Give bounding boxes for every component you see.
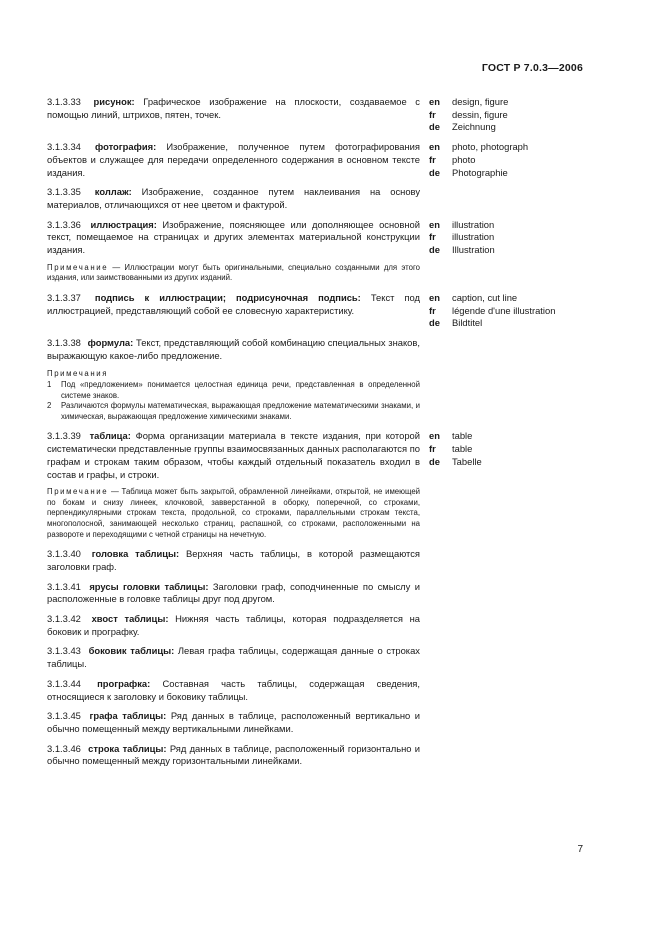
note-item-text: Различаются формулы математическая, выражающая предложение математическими знаками, и химическая, выражающая предложение химическими знаками. [61, 401, 420, 421]
note-item [47, 380, 420, 401]
note-label: Примечание [47, 487, 109, 497]
lang-code: en [429, 218, 440, 230]
note-item [47, 401, 420, 422]
term-entry [47, 743, 587, 768]
term-entry [47, 678, 587, 703]
equivalent-term: design, figure [452, 96, 509, 107]
equivalent-term: dessin, figure [452, 108, 508, 120]
term-name: таблица: [89, 430, 131, 442]
term-number: 3.1.3.43 [47, 645, 81, 657]
note-item-text: Под «предложением» понимается целостная единица речи, представленная в определенной системе знаков. [61, 380, 420, 400]
note-text: — Иллюстрации могут быть оригинальными, специально созданными для этого издания, или заимствованными из других изданий. [47, 262, 420, 283]
note-formula [47, 369, 420, 422]
term-entry [47, 292, 587, 330]
equivalent-term: Photographie [452, 166, 508, 178]
equivalent-term: table [452, 443, 473, 455]
term-number: 3.1.3.42 [47, 613, 81, 624]
equivalent-term: Tabelle [452, 455, 482, 467]
equivalent-term: Bildtitel [452, 317, 483, 329]
term-number: 3.1.3.34 [47, 141, 81, 153]
term-entry [47, 337, 587, 362]
term-entry [47, 96, 587, 134]
equivalent-term: Zeichnung [452, 121, 496, 133]
term-definition: Графическое изображение на плоскости, создаваемое с помощью линий, штрихов, пятен, точек. [47, 96, 420, 120]
lang-code: de [429, 317, 440, 329]
equivalent-term: photo [452, 153, 476, 165]
term-name: графа таблицы: [89, 710, 167, 722]
term-number: 3.1.3.33 [47, 96, 81, 107]
term-entry [47, 581, 587, 606]
term-number: 3.1.3.40 [47, 548, 81, 560]
term-entry [47, 141, 587, 179]
lang-code: en [429, 141, 440, 153]
equivalent-term: table [452, 430, 473, 442]
document-header: ГОСТ Р 7.0.3—2006 [481, 62, 583, 74]
term-name: фотография: [95, 141, 157, 153]
notes-label: Примечания [47, 369, 109, 379]
equivalent-term: illustration [452, 231, 495, 243]
equivalent-term: illustration [452, 218, 495, 230]
term-entry [47, 430, 587, 481]
term-name: хвост таблицы: [91, 613, 169, 624]
lang-code: fr [429, 443, 436, 455]
term-definition: Верхняя часть таблицы, в которой размещаются заголовки граф. [47, 548, 420, 572]
term-definition: Текст под иллюстрацией, представляющий собой ее словесную характеристику. [47, 291, 420, 316]
lang-code: en [429, 291, 440, 303]
term-entry [47, 548, 587, 573]
equivalents [429, 96, 579, 134]
lang-code: en [429, 430, 440, 442]
term-number: 3.1.3.37 [47, 291, 81, 303]
lang-code: fr [429, 108, 436, 120]
term-definition: Левая графа таблицы, содержащая данные о строках таблицы. [47, 645, 420, 670]
note-illustration [47, 263, 420, 284]
term-name: коллаж: [94, 186, 132, 198]
term-number: 3.1.3.38 [47, 337, 81, 349]
equivalents [429, 430, 579, 481]
term-entry [47, 186, 587, 211]
lang-code: de [429, 121, 440, 133]
term-number: 3.1.3.39 [47, 430, 81, 442]
term-entry [47, 613, 587, 638]
lang-code: fr [429, 153, 436, 165]
equivalent-term: légende d'une illustration [452, 304, 556, 316]
term-number: 3.1.3.44 [47, 677, 81, 689]
term-number: 3.1.3.35 [47, 186, 81, 198]
term-name: головка таблицы: [91, 548, 180, 560]
equivalent-term: Illustration [452, 244, 495, 256]
lang-code: de [429, 166, 440, 178]
lang-code: en [429, 96, 440, 107]
term-name: иллюстрация: [90, 218, 157, 230]
term-definition: Форма организации материала в тексте издания, при которой систематически представленные группы взаимосвязанных данных располагаются по графам и строкам таким образом, чтобы каждый отдельный показатель входил в состав и графы, и строки. [47, 430, 420, 480]
term-number: 3.1.3.41 [47, 580, 81, 592]
term-number: 3.1.3.36 [47, 218, 81, 230]
term-name: формула: [87, 337, 134, 349]
note-item-number: 2 [47, 401, 52, 411]
equivalent-term: caption, cut line [452, 291, 518, 303]
equivalents [429, 141, 579, 179]
equivalents [429, 292, 579, 330]
term-number: 3.1.3.46 [47, 742, 81, 754]
term-name: подпись к иллюстрации; подрисуночная подпись: [94, 291, 361, 303]
term-entry [47, 219, 587, 257]
term-definition: Изображение, созданное путем наклеивания на основу материалов, отличающихся от нее цветом и фактурой. [47, 186, 421, 210]
term-name: ярусы головки таблицы: [89, 580, 209, 592]
lang-code: de [429, 244, 440, 256]
page-number: 7 [577, 844, 583, 855]
term-definition: Изображение, полученное путем фотографирования объектов и служащее для передачи определенного содержания в основном тексте издания. [47, 141, 420, 178]
note-table [47, 487, 420, 540]
term-entry [47, 645, 587, 670]
term-definition: Ряд данных в таблице, расположенный вертикально и обычно помещенный между вертикальными линейками. [47, 710, 421, 734]
term-definition: Заголовки граф, соподчиненные по смыслу и расположенные в головке таблицы друг под другом. [47, 580, 420, 605]
note-label: Примечание [47, 262, 109, 272]
term-name: рисунок: [93, 96, 135, 107]
term-definition: Текст, представляющий собой комбинацию специальных знаков, выражающую какое-либо предложение. [47, 337, 420, 361]
lang-code: de [429, 455, 440, 467]
term-entry [47, 710, 587, 735]
lang-code: fr [429, 304, 436, 316]
term-definition: Составная часть таблицы, содержащая сведения, относящиеся к заголовку и боковику таблицы. [47, 677, 420, 702]
lang-code: fr [429, 231, 436, 243]
terms-content [47, 96, 587, 775]
note-text: — Таблица может быть закрытой, обрамленной линейками, открытой, не имеющей по бокам и снизу линеек, клочковой, завверстанной в оборку, поперечной, со строками, перпендикулярными строкам текста, продольной, со строками, параллельными строкам текста, многополосной, занимающей несколько страниц, распашной, со строками, расположенными на развороте и переходящими с четной страницы на нечетную. [47, 487, 421, 539]
term-number: 3.1.3.45 [47, 710, 81, 722]
note-item-number: 1 [47, 380, 52, 390]
term-name: строка таблицы: [88, 742, 167, 754]
term-name: прографка: [97, 677, 151, 689]
term-name: боковик таблицы: [88, 645, 175, 657]
term-definition: Ряд данных в таблице, расположенный горизонтально и обычно помещенный между горизонтальными линейками. [47, 742, 421, 767]
equivalents [429, 219, 579, 257]
term-definition: Изображение, поясняющее или дополняющее основной текст, помещаемое на страницах и других элементах материальной конструкции издания. [47, 218, 420, 256]
equivalent-term: photo, photograph [452, 141, 529, 153]
term-definition: Нижняя часть таблицы, которая подразделяется на боковик и прографку. [47, 613, 421, 637]
